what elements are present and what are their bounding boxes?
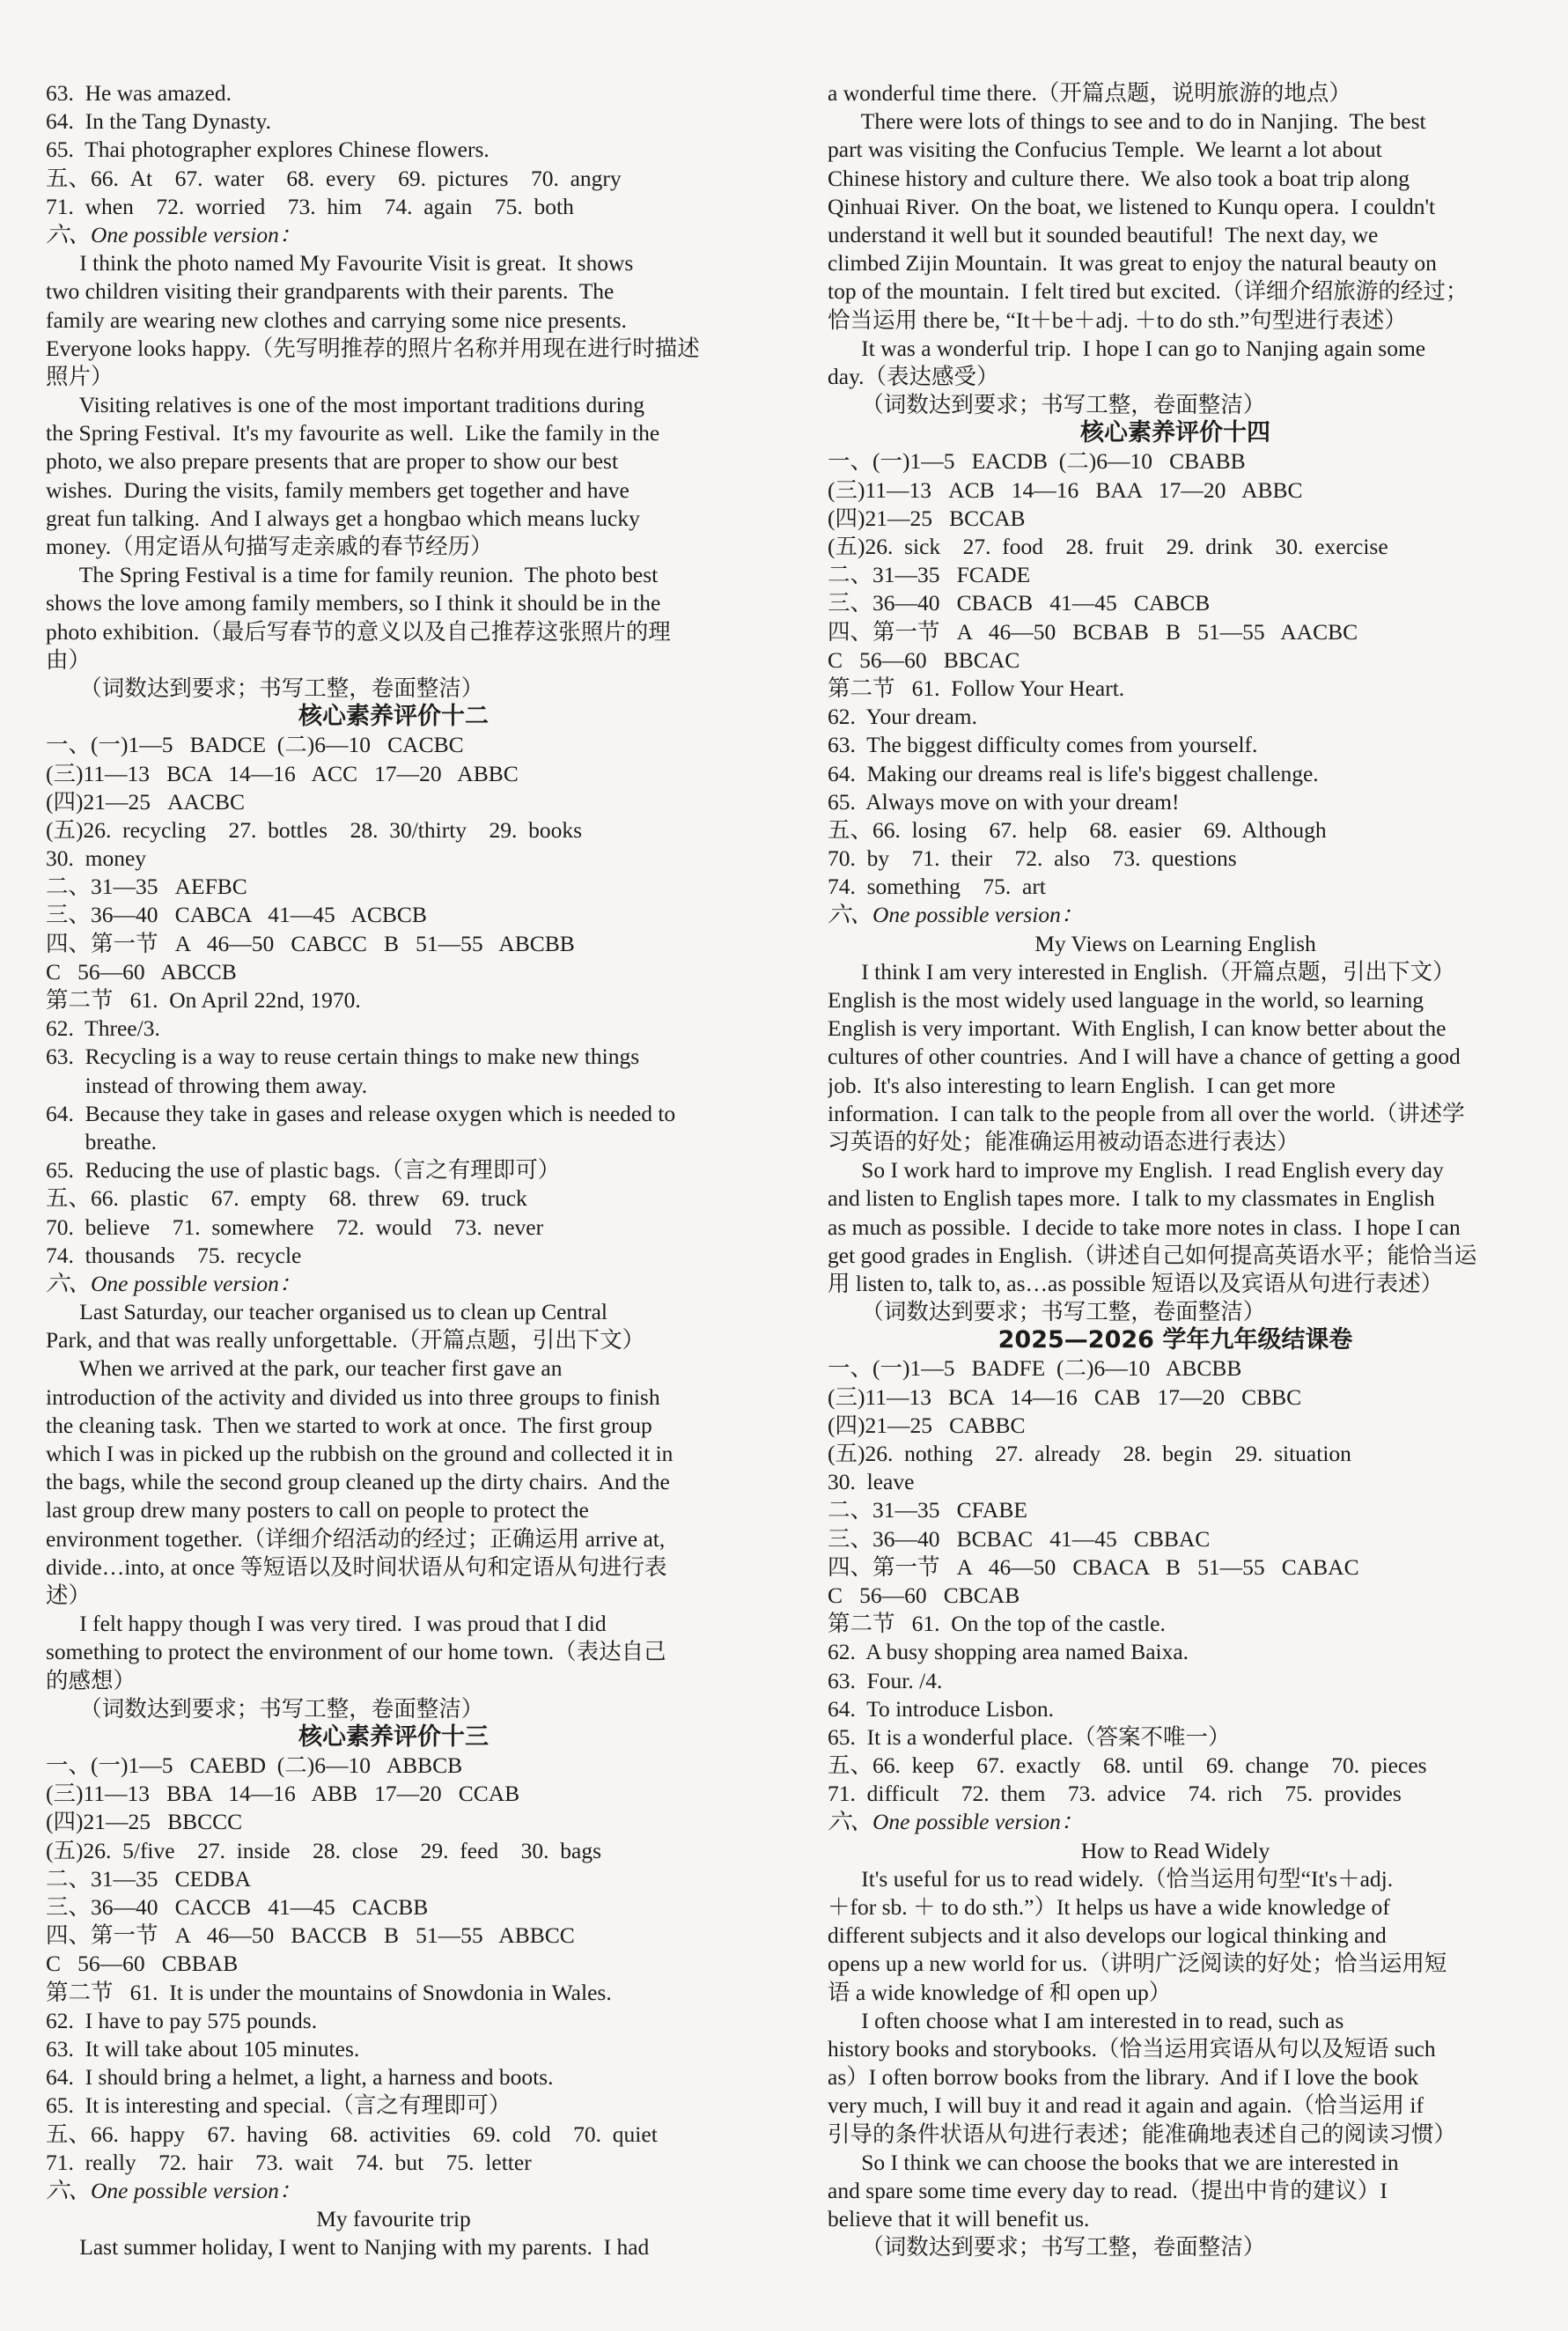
- right-line: English is very important. With English, I can know better about the: [828, 1015, 1447, 1042]
- right-line: I often choose what I am interested in to read, such as: [828, 2007, 1344, 2033]
- left-line: shows the love among family members, so I think it should be in the: [46, 590, 661, 616]
- left-line: (三)11—13 BBA 14—16 ABB 17—20 CCAB: [46, 1781, 520, 1807]
- left-line: 64. Because they take in gases and release oxygen which is needed to: [46, 1100, 676, 1126]
- left-line: 由）: [46, 646, 92, 673]
- left-column: [46, 79, 741, 2261]
- left-line: （词数达到要求；书写工整，卷面整洁）: [46, 1695, 484, 1722]
- essay-title: My favourite trip: [316, 2206, 471, 2232]
- left-line: which I was in picked up the rubbish on the ground and collected it in: [46, 1441, 674, 1466]
- left-line: 五、66. happy 67. having 68. activities 69. cold 70. quiet: [46, 2121, 658, 2147]
- left-line: Park, and that was really unforgettable.（开篇点题，引出下文）: [46, 1327, 645, 1354]
- right-line: 一、(一)1—5 BADFE (二)6—10 ABCBB: [828, 1355, 1242, 1382]
- left-line: 65. It is interesting and special.（言之有理即可）: [46, 2092, 512, 2119]
- right-line: as）I often borrow books from the library. And if I love the book: [828, 2064, 1419, 2091]
- left-line: (五)26. recycling 27. bottles 28. 30/thirty 29. books: [46, 816, 583, 843]
- right-line: 70. by 71. their 72. also 73. questions: [828, 845, 1237, 872]
- right-line: So I think we can choose the books that we are interested in: [828, 2149, 1399, 2175]
- left-line: 74. thousands 75. recycle: [46, 1242, 302, 1268]
- right-line: 习英语的好处；能准确运用被动语态进行表达）: [828, 1128, 1299, 1154]
- left-line: (三)11—13 BCA 14—16 ACC 17—20 ABBC: [46, 760, 519, 786]
- right-line: 一、(一)1—5 EACDB (二)6—10 CBABB: [828, 448, 1246, 475]
- right-line: 第二节 61. Follow Your Heart.: [828, 675, 1125, 701]
- model-essay-label: 六、One possible version：: [46, 1270, 302, 1296]
- right-line: 65. It is a wonderful place.（答案不唯一）: [828, 1723, 1231, 1750]
- left-line: Everyone looks happy.（先写明推荐的照片名称并用现在进行时描述: [46, 335, 700, 361]
- left-line: the bags, while the second group cleaned up the dirty chairs. And the: [46, 1469, 670, 1495]
- left-line: 30. money: [46, 845, 147, 872]
- right-line: 62. Your dream.: [828, 704, 977, 730]
- left-line: introduction of the activity and divided us into three groups to finish: [46, 1383, 660, 1410]
- right-line: 四、第一节 A 46—50 BCBAB B 51—55 AACBC: [828, 618, 1358, 645]
- left-line: two children visiting their grandparents with their parents. The: [46, 278, 615, 305]
- left-line: (四)21—25 BBCCC: [46, 1809, 243, 1835]
- left-line: divide…into, at once 等短语以及时间状语从句和定语从句进行表: [46, 1553, 667, 1580]
- right-line: (三)11—13 ACB 14—16 BAA 17—20 ABBC: [828, 476, 1303, 503]
- right-column: [828, 79, 1523, 2261]
- left-line: the cleaning task. Then we started to work at once. The first group: [46, 1412, 652, 1438]
- right-line: (四)21—25 BCCAB: [828, 505, 1026, 531]
- left-line: 63. Recycling is a way to reuse certain things to make new things: [46, 1044, 640, 1070]
- right-line: 二、31—35 CFABE: [828, 1497, 1027, 1523]
- model-essay-label: 六、One possible version：: [46, 221, 302, 247]
- left-line: 71. really 72. hair 73. wait 74. but 75. letter: [46, 2149, 532, 2175]
- right-line: 三、36—40 CBACB 41—45 CABCB: [828, 590, 1211, 616]
- left-line: photo, we also prepare presents that are proper to show our best: [46, 448, 619, 475]
- left-line: （词数达到要求；书写工整，卷面整洁）: [46, 675, 484, 701]
- right-line: opens up a new world for us.（讲明广泛阅读的好处；恰当运用短: [828, 1951, 1447, 1977]
- left-line: environment together.（详细介绍活动的经过；正确运用 arrive at,: [46, 1525, 666, 1552]
- right-line: It's useful for us to read widely.（恰当运用句型“It's＋adj.: [828, 1865, 1394, 1892]
- left-line: 70. believe 71. somewhere 72. would 73. never: [46, 1213, 544, 1240]
- left-line: 三、36—40 CACCB 41—45 CACBB: [46, 1894, 429, 1920]
- right-line: ＋for sb. ＋ to do sth.”）It helps us have a wide knowledge of: [828, 1894, 1390, 1920]
- right-line: very much, I will buy it and read it again and again.（恰当运用 if: [828, 2092, 1424, 2119]
- right-line: 语 a wide knowledge of 和 open up）: [828, 1979, 1172, 2005]
- right-line: and spare some time every day to read.（提出中肯的建议）I: [828, 2177, 1388, 2203]
- left-line: C 56—60 CBBAB: [46, 1951, 239, 1977]
- left-line: I felt happy though I was very tired. I was proud that I did: [46, 1611, 607, 1637]
- right-line: (四)21—25 CABBC: [828, 1412, 1026, 1438]
- right-line: C 56—60 CBCAB: [828, 1582, 1020, 1608]
- right-line: 四、第一节 A 46—50 CBACA B 51—55 CABAC: [828, 1553, 1359, 1580]
- left-line: 62. I have to pay 575 pounds.: [46, 2007, 318, 2033]
- left-line: money.（用定语从句描写走亲戚的春节经历）: [46, 534, 493, 559]
- left-line: 63. It will take about 105 minutes.: [46, 2035, 360, 2062]
- right-line: (五)26. sick 27. food 28. fruit 29. drink 30. exercise: [828, 534, 1388, 559]
- right-line: different subjects and it also develops our logical thinking and: [828, 1922, 1387, 1949]
- left-line: 64. I should bring a helmet, a light, a harness and boots.: [46, 2064, 554, 2091]
- right-line: I think I am very interested in English.（开篇点题，引出下文）: [828, 958, 1455, 985]
- right-line: 65. Always move on with your dream!: [828, 788, 1180, 815]
- right-line: 二、31—35 FCADE: [828, 562, 1031, 588]
- right-line: 63. Four. /4.: [828, 1667, 943, 1693]
- left-line: 63. He was amazed.: [46, 80, 232, 106]
- right-line: get good grades in English.（讲述自己如何提高英语水平；能恰当运: [828, 1242, 1477, 1268]
- left-line: photo exhibition.（最后写春节的意义以及自己推荐这张照片的理: [46, 618, 671, 645]
- left-line: 62. Three/3.: [46, 1015, 160, 1042]
- right-line: top of the mountain. I felt tired but excited.（详细介绍旅游的经过；: [828, 278, 1469, 305]
- right-line: 71. difficult 72. them 73. advice 74. rich 75. provides: [828, 1781, 1402, 1807]
- right-line: There were lots of things to see and to do in Nanjing. The best: [828, 108, 1426, 135]
- left-line: Last Saturday, our teacher organised us to clean up Central: [46, 1299, 608, 1325]
- right-line: (三)11—13 BCA 14—16 CAB 17—20 CBBC: [828, 1383, 1302, 1410]
- right-line: understand it well but it sounded beautiful! The next day, we: [828, 221, 1379, 247]
- right-line: C 56—60 BBCAC: [828, 646, 1020, 673]
- left-line: 四、第一节 A 46—50 BACCB B 51—55 ABBCC: [46, 1922, 575, 1949]
- right-line: 62. A busy shopping area named Baixa.: [828, 1639, 1189, 1665]
- right-line: 64. Making our dreams real is life's biggest challenge.: [828, 760, 1319, 786]
- right-line: climbed Zijin Mountain. It was great to enjoy the natural beauty on: [828, 250, 1437, 277]
- right-line: believe that it will benefit us.: [828, 2206, 1090, 2232]
- right-line: 三、36—40 BCBAC 41—45 CBBAC: [828, 1525, 1211, 1552]
- right-line: day.（表达感受）: [828, 363, 999, 389]
- left-line: The Spring Festival is a time for family reunion. The photo best: [46, 562, 659, 588]
- left-line: something to protect the environment of our home town.（表达自己: [46, 1639, 666, 1665]
- model-essay-label: 六、One possible version：: [828, 1809, 1084, 1835]
- right-line: （词数达到要求；书写工整，卷面整洁）: [828, 2234, 1266, 2261]
- left-line: 二、31—35 CEDBA: [46, 1865, 252, 1892]
- left-line: the Spring Festival. It's my favourite as well. Like the family in the: [46, 420, 660, 446]
- right-line: Qinhuai River. On the boat, we listened to Kunqu opera. I couldn't: [828, 193, 1436, 219]
- right-line: cultures of other countries. And I will have a chance of getting a good: [828, 1044, 1461, 1070]
- left-line: 四、第一节 A 46—50 CABCC B 51—55 ABCBB: [46, 930, 575, 956]
- right-line: 五、66. keep 67. exactly 68. until 69. change 70. pieces: [828, 1752, 1427, 1779]
- section-heading: 核心素养评价十二: [298, 703, 489, 731]
- right-line: 30. leave: [828, 1469, 915, 1495]
- essay-title: How to Read Widely: [1080, 1837, 1270, 1863]
- left-line: C 56—60 ABCCB: [46, 958, 237, 985]
- left-line: (五)26. 5/five 27. inside 28. close 29. feed 30. bags: [46, 1837, 602, 1863]
- left-line: 71. when 72. worried 73. him 74. again 75. both: [46, 193, 574, 219]
- right-line: part was visiting the Confucius Temple. We learnt a lot about: [828, 136, 1382, 163]
- left-line: 第二节 61. It is under the mountains of Snowdonia in Wales.: [46, 1979, 612, 2005]
- model-essay-label: 六、One possible version：: [46, 2177, 302, 2203]
- section-heading: 核心素养评价十四: [1080, 419, 1270, 447]
- essay-title: My Views on Learning English: [1034, 930, 1316, 956]
- section-heading: 核心素养评价十三: [298, 1722, 489, 1751]
- left-line: last group drew many posters to call on people to protect the: [46, 1497, 589, 1523]
- left-line: Visiting relatives is one of the most important traditions during: [46, 392, 645, 418]
- left-line: I think the photo named My Favourite Visit is great. It shows: [46, 250, 634, 277]
- left-line: 五、66. plastic 67. empty 68. threw 69. truck: [46, 1185, 527, 1212]
- right-line: English is the most widely used language in the world, so learning: [828, 987, 1424, 1013]
- left-line: family are wearing new clothes and carrying some nice presents.: [46, 306, 627, 333]
- right-line: 五、66. losing 67. help 68. easier 69. Although: [828, 816, 1327, 843]
- left-line: 65. Reducing the use of plastic bags.（言之有理即可）: [46, 1157, 561, 1184]
- left-line: 照片）: [46, 363, 114, 389]
- right-line: 74. something 75. art: [828, 874, 1046, 900]
- right-line: (五)26. nothing 27. already 28. begin 29. situation: [828, 1441, 1351, 1466]
- right-line: 63. The biggest difficulty comes from yourself.: [828, 732, 1258, 758]
- right-line: Chinese history and culture there. We also took a boat trip along: [828, 165, 1410, 191]
- right-line: information. I can talk to the people from all over the world.（讲述学: [828, 1100, 1465, 1126]
- left-line: When we arrived at the park, our teacher first gave an: [46, 1355, 563, 1382]
- left-line: 三、36—40 CABCA 41—45 ACBCB: [46, 902, 427, 928]
- model-essay-label: 六、One possible version：: [828, 902, 1084, 928]
- section-heading: 2025—2026 学年九年级结课卷: [997, 1326, 1353, 1354]
- right-line: （词数达到要求；书写工整，卷面整洁）: [828, 392, 1266, 418]
- right-line: a wonderful time there.（开篇点题，说明旅游的地点）: [828, 80, 1351, 106]
- right-line: 恰当运用 there be, “It＋be＋adj. ＋to do sth.”句型进行表述）: [828, 306, 1407, 333]
- left-line: breathe.: [46, 1128, 158, 1154]
- right-line: as much as possible. I decide to take more notes in class. I hope I can: [828, 1213, 1461, 1240]
- right-line: history books and storybooks.（恰当运用宾语从句以及短语 such: [828, 2035, 1436, 2062]
- left-line: 的感想）: [46, 1667, 136, 1693]
- right-line: It was a wonderful trip. I hope I can go to Nanjing again some: [828, 335, 1426, 361]
- right-line: and listen to English tapes more. I talk to my classmates in English: [828, 1185, 1435, 1212]
- right-line: 用 listen to, talk to, as…as possible 短语以及宾语从句进行表述）: [828, 1270, 1444, 1296]
- right-line: So I work hard to improve my English. I read English every day: [828, 1157, 1444, 1184]
- left-line: 一、(一)1—5 CAEBD (二)6—10 ABBCB: [46, 1752, 463, 1779]
- left-line: 64. In the Tang Dynasty.: [46, 108, 272, 135]
- left-line: 一、(一)1—5 BADCE (二)6—10 CACBC: [46, 732, 464, 758]
- left-line: wishes. During the visits, family members get together and have: [46, 476, 629, 503]
- left-line: 述）: [46, 1582, 92, 1608]
- left-line: 第二节 61. On April 22nd, 1970.: [46, 987, 361, 1013]
- left-line: 五、66. At 67. water 68. every 69. pictures 70. angry: [46, 165, 622, 191]
- right-line: job. It's also interesting to learn English. I can get more: [828, 1072, 1336, 1098]
- right-line: （词数达到要求；书写工整，卷面整洁）: [828, 1299, 1266, 1325]
- left-line: 65. Thai photographer explores Chinese flowers.: [46, 136, 490, 163]
- right-line: 引导的条件状语从句进行表述；能准确地表述自己的阅读习惯）: [828, 2121, 1457, 2147]
- right-line: 64. To introduce Lisbon.: [828, 1695, 1054, 1722]
- left-line: 二、31—35 AEFBC: [46, 874, 247, 900]
- right-line: 第二节 61. On the top of the castle.: [828, 1611, 1166, 1637]
- left-line: (四)21—25 AACBC: [46, 788, 245, 815]
- left-line: instead of throwing them away.: [46, 1072, 368, 1098]
- left-line: great fun talking. And I always get a hongbao which means lucky: [46, 505, 640, 531]
- left-line: Last summer holiday, I went to Nanjing with my parents. I had: [46, 2234, 650, 2261]
